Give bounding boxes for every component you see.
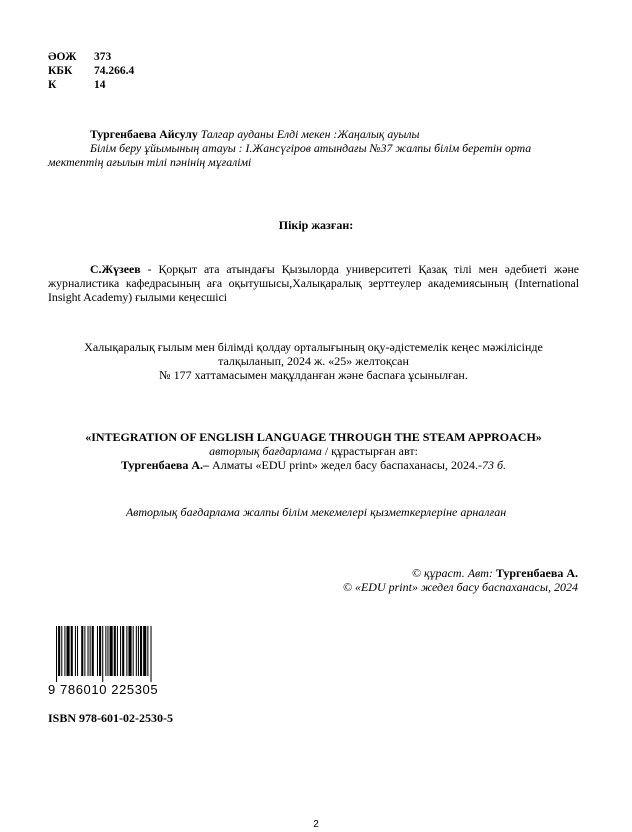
code-value: 14 [94,79,106,91]
barcode-bar [102,626,103,682]
barcode-digits: 9 786010 225305 [48,682,159,697]
barcode-bar [110,626,113,676]
barcode-bar [151,626,152,682]
code-row [48,78,134,92]
barcode-bar [120,626,121,676]
barcode-bar [122,626,124,676]
barcode-bar [67,626,70,676]
publisher-author: Тургенбаева А.– [120,458,210,472]
intended-audience: Авторлық бағдарлама жалпы білім мекемелері қызметкерлеріне арналған [125,505,507,519]
barcode-bar [133,626,134,676]
council-approval [48,340,579,382]
barcode-bar [143,626,146,676]
barcode-bar [88,626,89,676]
reviewer-name: С.Жүзеев [90,262,141,276]
council-line: № 177 хаттамасымен мақұлданған және баспаға ұсынылған. [159,368,468,382]
barcode-bar [105,626,106,676]
barcode-bar [126,626,127,676]
barcode-bar [64,626,65,676]
book-type-rest: / құрастырған авт: [321,444,418,458]
copyright-prefix: © құраст. Авт: [411,566,496,580]
book-info [48,430,579,472]
barcode-bar [117,626,118,676]
copyright-compiler [343,566,578,580]
barcode-bar [84,626,85,676]
code-key: КБК [48,65,73,77]
barcode-bar [90,626,91,676]
barcode-bar [56,626,57,682]
barcode-bar [136,626,137,676]
code-key: ӘОЖ [48,51,77,63]
author-workplace-cont: мектептің ағылын тілі пәнінің мұғалімі [48,155,252,169]
reviewer-block [48,262,579,304]
book-type [48,444,579,458]
book-title: «INTEGRATION OF ENGLISH LANGUAGE THROUGH THE STEAM APPROACH» [85,430,542,444]
barcode-bar [92,626,94,676]
book-publisher [48,458,579,472]
barcode-bar [75,626,76,676]
reviewers-heading: Пікір жазған: [278,218,354,232]
code-key: К [48,79,57,91]
page-count: 73 б. [482,458,507,472]
barcode-bar [147,626,148,676]
barcode-bar [97,626,98,676]
author-name: Тургенбаева Айсулу [90,127,198,141]
code-row [48,50,134,64]
copyright-block [343,566,578,594]
barcode-bar [61,626,62,676]
copyright-name: Тургенбаева А. [495,566,578,580]
reviewer-description: - Қорқыт ата атындағы Қызылорда университеті Қазақ тілі мен әдебиеті және журналистика кафедрасының аға оқытушысы,Халықаралық зерттеулер академиясының (International Insight Academy) ғылыми кеңесшісі [48,262,579,304]
barcode-bar [81,626,83,676]
reviewer-text-block [48,262,579,304]
barcode-bar [128,626,131,676]
author-location: Талгар ауданы Елді мекен :Жаңалық ауылы [200,127,420,141]
classification-codes [48,50,134,92]
book-type-italic: авторлық бағдарлама [209,444,322,458]
page-number: 2 [313,819,319,830]
code-row [48,64,134,78]
barcode-bar [114,626,116,676]
barcode-bar [107,626,108,676]
author-workplace: Білім беру ұйымының атауы : І.Жансүгіров атындағы №37 жалпы білім беретін орта [90,141,532,155]
council-line: талқыланып, 2024 ж. «25» желтоқсан [218,354,409,368]
publisher-text: Алматы «EDU print» жедел басу баспаханасы, 2024.- [209,458,482,472]
code-value: 74.266.4 [94,65,135,77]
barcode-bar [71,626,73,676]
barcode-bar [138,626,139,676]
author-line [48,127,588,141]
barcode-bar [58,626,60,676]
copyright-publisher: © «EDU print» жедел басу баспаханасы, 2024 [342,580,578,594]
isbn-number: ISBN 978-601-02-2530-5 [48,711,173,725]
code-value: 373 [94,51,112,63]
barcode-bar [77,626,78,676]
barcode-bar [99,626,101,676]
author-info [48,127,588,169]
council-line: Халықаралық ғылым мен білімді қолдау орталығының оқу-әдістемелік кеңес мәжілісінде [84,340,543,354]
barcode-bar [140,626,142,676]
barcode-image [48,626,198,682]
